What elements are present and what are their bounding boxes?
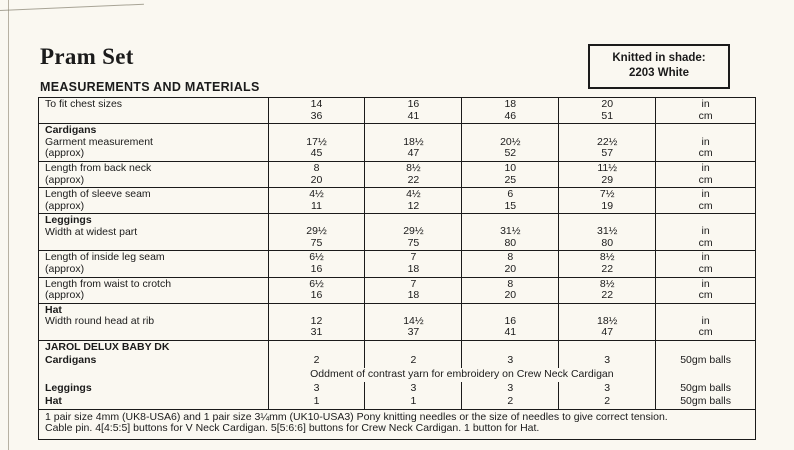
value-cell <box>462 161 559 187</box>
value-cell <box>365 124 462 162</box>
yarn-header-cell <box>39 340 269 354</box>
unit-cm: cm <box>698 109 713 122</box>
page-title: Pram Set <box>40 44 134 69</box>
value-cell <box>365 395 462 409</box>
group-yarn <box>39 340 756 409</box>
value-cell <box>559 340 656 354</box>
value-cell <box>268 214 365 251</box>
shade-label: Knitted in shade: <box>612 52 706 64</box>
value-in: 14 <box>310 98 323 110</box>
row-label-cell <box>39 161 269 187</box>
value-in: 16 <box>504 314 517 327</box>
value-cm: 41 <box>407 109 420 122</box>
value-cell <box>462 340 559 354</box>
value-cell <box>365 214 462 251</box>
ball-count: 2 <box>507 395 514 408</box>
row-label: To fit chest sizes <box>45 98 123 110</box>
group-footer <box>39 409 756 439</box>
ball-count: 1 <box>410 395 417 408</box>
row-label: Garment measurement <box>45 135 153 148</box>
value-cm: 47 <box>601 326 614 339</box>
value-cell <box>365 382 462 396</box>
value-cell <box>268 395 365 409</box>
shade-box <box>588 44 730 89</box>
row-label-cell <box>39 251 269 277</box>
value-cell <box>462 251 559 277</box>
value-cm: 37 <box>407 326 420 339</box>
row-label: Cardigans <box>45 354 97 367</box>
row-label: Width round head at rib <box>45 315 155 328</box>
ball-count: 2 <box>410 354 417 367</box>
value-cell <box>268 251 365 277</box>
value-cm: 57 <box>601 147 614 160</box>
unit-cell <box>656 277 756 303</box>
value-cell <box>462 124 559 162</box>
value-cm: 22 <box>407 173 420 186</box>
value-cm: 45 <box>310 147 323 160</box>
buttons-note: Cable pin. 4[4:5:5] buttons for V Neck Cardigan. 5[5:6:6] buttons for Crew Neck Cardigan. 1 button for Hat. <box>45 422 540 435</box>
needles-note-cell <box>39 409 756 439</box>
shade-value: 2203 White <box>628 67 690 79</box>
row-label-approx: (approx) <box>45 289 85 302</box>
value-cm: 51 <box>601 109 614 122</box>
row-label-cell <box>39 303 269 340</box>
unit-in: in <box>701 98 710 110</box>
value-cell <box>365 303 462 340</box>
unit-in: in <box>701 225 710 238</box>
unit-cm: cm <box>698 173 713 186</box>
section-label: Hat <box>45 303 62 316</box>
unit-in: in <box>701 251 710 264</box>
row-label: Hat <box>45 395 62 408</box>
row-label-cell <box>39 124 269 162</box>
unit-in: in <box>701 277 710 290</box>
value-in: 4½ <box>406 188 421 201</box>
row-label: Length of inside leg seam <box>45 251 165 264</box>
value-cm: 20 <box>504 289 517 302</box>
section-label: Cardigans <box>45 124 97 137</box>
unit-cell <box>656 340 756 354</box>
group-garment <box>39 124 756 162</box>
unit-cell <box>656 303 756 340</box>
value-cm: 20 <box>310 173 323 186</box>
unit-cell <box>656 214 756 251</box>
row-label-approx: (approx) <box>45 262 85 275</box>
row-label-cell <box>39 395 269 409</box>
value-cm: 18 <box>407 289 420 302</box>
unit-cell <box>656 354 756 368</box>
value-cm: 11 <box>311 199 322 212</box>
value-cm: 41 <box>504 326 517 339</box>
ball-count: 3 <box>313 381 320 394</box>
value-in: 7 <box>410 251 417 264</box>
value-cm: 22 <box>601 289 614 302</box>
value-cell <box>462 277 559 303</box>
unit-balls: 50gm balls <box>680 381 731 394</box>
row-label-cell <box>39 354 269 368</box>
value-cell <box>559 303 656 340</box>
value-in: 4½ <box>309 188 324 201</box>
group-waist-crotch <box>39 277 756 303</box>
value-cm: 52 <box>504 147 517 160</box>
value-cm: 47 <box>407 147 420 160</box>
ball-count: 3 <box>604 354 611 367</box>
unit-cell <box>656 124 756 162</box>
value-cm: 22 <box>601 262 614 275</box>
section-heading: MEASUREMENTS AND MATERIALS <box>40 80 260 94</box>
value-in: 8½ <box>599 277 615 290</box>
unit-cm: cm <box>698 147 713 160</box>
value-in: 8 <box>313 161 320 174</box>
row-label: Leggings <box>45 381 92 394</box>
ball-count: 3 <box>507 381 514 394</box>
oddment-cell <box>268 368 656 382</box>
value-in: 31½ <box>597 225 618 238</box>
row-label: Length from back neck <box>45 161 152 174</box>
value-cell <box>462 303 559 340</box>
value-in: 17½ <box>306 135 327 148</box>
ball-count: 2 <box>313 354 320 367</box>
value-cm: 18 <box>407 262 420 275</box>
row-label-cell <box>39 382 269 396</box>
unit-cm: cm <box>698 289 713 302</box>
value-cell <box>268 188 365 214</box>
value-cm: 20 <box>504 262 517 275</box>
value-in: 29½ <box>306 225 327 238</box>
value-in: 7 <box>410 277 417 290</box>
value-cell <box>559 161 656 187</box>
row-label-approx: (approx) <box>45 199 85 212</box>
value-in: 6 <box>507 188 514 201</box>
value-cell <box>559 277 656 303</box>
group-back-neck <box>39 161 756 187</box>
value-cell <box>365 161 462 187</box>
oddment-note: Oddment of contrast yarn for embroidery on Crew Neck Cardigan <box>310 367 614 380</box>
value-in: 8½ <box>406 161 421 174</box>
value-in: 6½ <box>309 277 324 290</box>
value-cell <box>559 214 656 251</box>
needles-note: 1 pair size 4mm (UK8-USA6) and 1 pair size 3¼mm (UK10-USA3) Pony knitting needles or the size of needles to give correct tension. <box>45 410 668 423</box>
unit-cell <box>656 188 756 214</box>
value-in: 12 <box>310 314 323 327</box>
unit-cell <box>656 382 756 396</box>
value-in: 6½ <box>309 251 324 264</box>
ball-count: 3 <box>410 381 417 394</box>
value-cell <box>559 124 656 162</box>
value-cm: 12 <box>407 199 420 212</box>
ball-count: 1 <box>313 395 320 408</box>
yarn-brand-label: JAROL DELUX BABY DK <box>45 340 170 353</box>
group-head-rib <box>39 303 756 340</box>
value-in: 11½ <box>597 161 618 174</box>
row-label: Length from waist to crotch <box>45 277 172 290</box>
value-cell <box>365 277 462 303</box>
value-cell <box>462 382 559 396</box>
value-cm: 19 <box>601 199 614 212</box>
value-cell <box>268 340 365 354</box>
value-cm: 29 <box>601 173 614 186</box>
value-in: 31½ <box>500 225 521 238</box>
value-cell <box>365 251 462 277</box>
value-cell <box>462 188 559 214</box>
row-label-cell <box>39 277 269 303</box>
value-in: 18½ <box>597 314 618 327</box>
unit-cm: cm <box>698 262 713 275</box>
value-cell <box>268 303 365 340</box>
scan-corner-line <box>0 4 144 12</box>
unit-balls: 50gm balls <box>680 354 731 367</box>
empty-cell <box>39 368 269 382</box>
value-cell <box>462 98 559 124</box>
value-cm: 36 <box>310 109 323 122</box>
value-cm: 15 <box>504 199 517 212</box>
unit-balls: 50gm balls <box>680 395 731 408</box>
value-cell <box>365 98 462 124</box>
value-cell <box>268 382 365 396</box>
value-cm: 16 <box>310 289 323 302</box>
measurements-table <box>38 97 756 440</box>
unit-cell <box>656 161 756 187</box>
value-cell <box>559 354 656 368</box>
row-label-approx: (approx) <box>45 173 85 186</box>
row-label: Width at widest part <box>45 225 138 238</box>
value-cm: 80 <box>601 236 614 249</box>
value-in: 29½ <box>403 225 424 238</box>
value-cm: 46 <box>504 109 517 122</box>
value-cm: 80 <box>504 236 517 249</box>
value-cell <box>559 98 656 124</box>
value-in: 8 <box>507 277 514 290</box>
scan-edge-line <box>8 0 9 450</box>
row-label-cell <box>39 188 269 214</box>
group-inside-leg <box>39 251 756 277</box>
ball-count: 3 <box>604 381 611 394</box>
value-in: 18 <box>504 98 517 110</box>
unit-cell <box>656 251 756 277</box>
group-widest <box>39 214 756 251</box>
value-cell <box>559 382 656 396</box>
value-in: 20 <box>601 98 614 110</box>
value-cell <box>268 124 365 162</box>
ball-count: 3 <box>507 354 514 367</box>
group-sleeve <box>39 188 756 214</box>
value-cell <box>365 188 462 214</box>
value-cm: 75 <box>310 236 323 249</box>
value-cell <box>268 98 365 124</box>
value-in: 22½ <box>597 135 618 148</box>
value-cell <box>462 214 559 251</box>
value-cell <box>365 354 462 368</box>
value-cm: 75 <box>407 236 420 249</box>
unit-cm: cm <box>698 199 713 212</box>
value-cell <box>462 354 559 368</box>
group-chest <box>39 98 756 124</box>
value-in: 8½ <box>599 251 615 264</box>
row-label-cell <box>39 98 269 124</box>
value-cell <box>365 340 462 354</box>
value-cell <box>268 277 365 303</box>
unit-in: in <box>701 188 710 201</box>
value-cell <box>268 354 365 368</box>
section-label: Leggings <box>45 214 92 227</box>
value-in: 10 <box>504 161 517 174</box>
value-in: 18½ <box>403 135 424 148</box>
value-in: 8 <box>507 251 514 264</box>
unit-in: in <box>701 161 710 174</box>
value-cm: 25 <box>504 173 517 186</box>
value-cm: 31 <box>310 326 323 339</box>
unit-cm: cm <box>698 326 713 339</box>
row-label: Length of sleeve seam <box>45 188 151 201</box>
unit-in: in <box>701 135 710 148</box>
unit-in: in <box>701 314 710 327</box>
value-cell <box>268 161 365 187</box>
value-cm: 16 <box>310 262 323 275</box>
value-cell <box>462 395 559 409</box>
value-in: 14½ <box>403 314 424 327</box>
row-label-cell <box>39 214 269 251</box>
unit-cm: cm <box>698 236 713 249</box>
unit-cell <box>656 98 756 124</box>
unit-cell <box>656 395 756 409</box>
value-in: 16 <box>407 98 420 110</box>
value-in: 7½ <box>599 188 615 201</box>
ball-count: 2 <box>604 395 611 408</box>
unit-cell <box>656 368 756 382</box>
value-in: 20½ <box>500 135 521 148</box>
value-cell <box>559 251 656 277</box>
value-cell <box>559 188 656 214</box>
row-label-approx: (approx) <box>45 147 85 160</box>
value-cell <box>559 395 656 409</box>
